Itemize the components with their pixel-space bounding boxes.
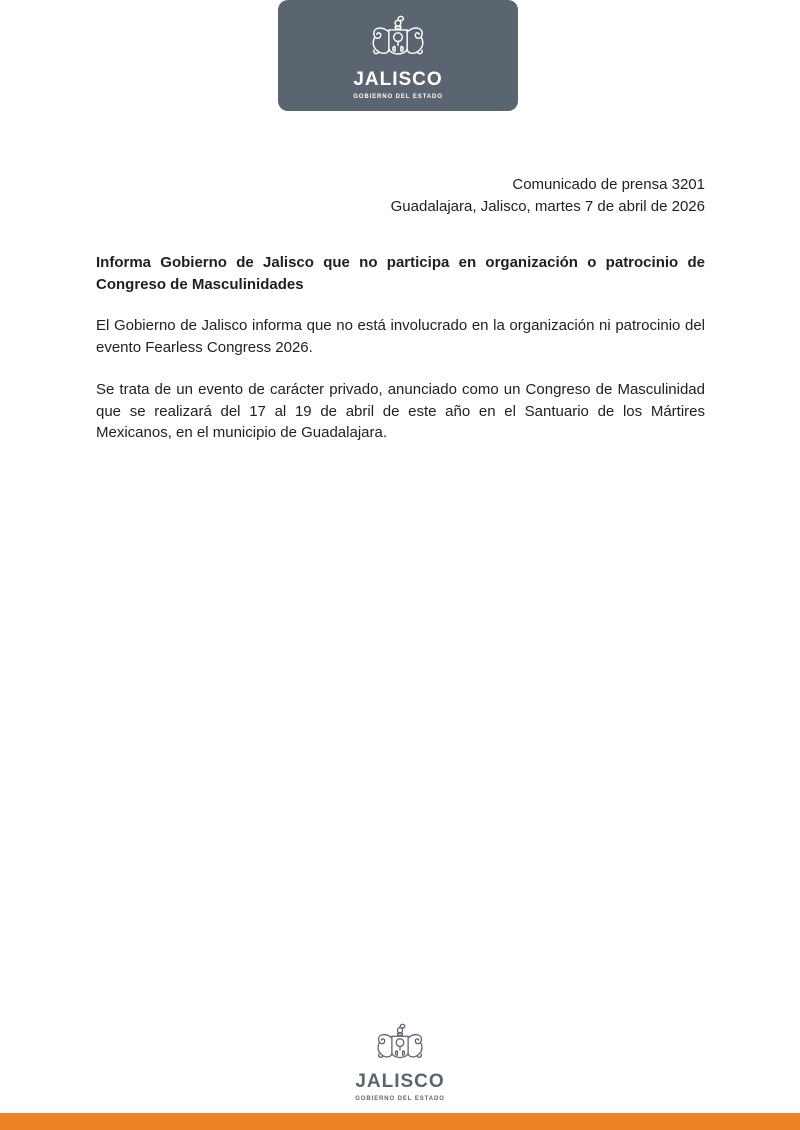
footer-logo — [0, 1023, 800, 1103]
header-logo-badge — [278, 0, 518, 111]
jalisco-crest-icon — [370, 1023, 430, 1070]
footer-brand-name: JALISCO — [355, 1071, 445, 1092]
body-paragraph: El Gobierno de Jalisco informa que no está involucrado en la organización ni patrocinio del evento Fearless Congress 2026. — [96, 317, 705, 356]
body-paragraph: Se trata de un evento de carácter privado, anunciado como un Congreso de Masculinidad que se realizará del 17 al 19 de abril de este año en el Santuario de los Mártires Mexicanos, en el municipio de Guadalajara. — [96, 381, 705, 441]
press-release-meta — [96, 174, 705, 217]
document-body — [96, 252, 705, 465]
header-brand-tagline: GOBIERNO DEL ESTADO — [353, 94, 443, 100]
jalisco-crest-icon — [364, 15, 432, 68]
header-brand-name: JALISCO — [353, 69, 443, 90]
footer-accent-bar — [0, 1113, 800, 1130]
dateline: Guadalajara, Jalisco, martes 7 de abril de 2026 — [390, 197, 705, 215]
footer-brand-tagline: GOBIERNO DEL ESTADO — [355, 1096, 445, 1102]
headline: Informa Gobierno de Jalisco que no participa en organización o patrocinio de Congreso de Masculinidades — [96, 254, 705, 293]
release-number-line: Comunicado de prensa 3201 — [512, 176, 705, 193]
